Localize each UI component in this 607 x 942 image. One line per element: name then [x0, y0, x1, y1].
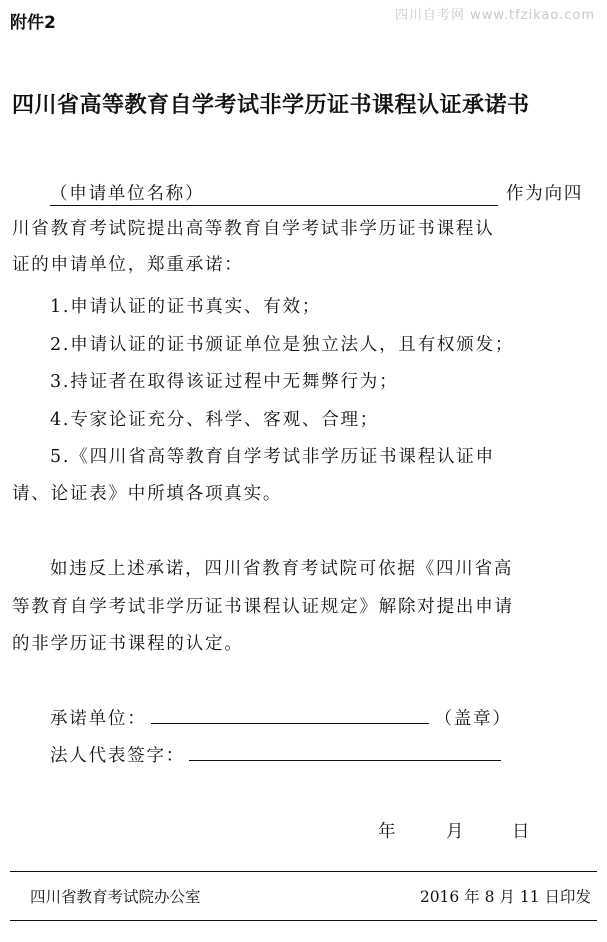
pledge-1: 1.申请认证的证书真实、有效；	[50, 297, 322, 317]
rep-signature-blank[interactable]	[189, 759, 501, 761]
footer-top-rule	[10, 871, 597, 872]
intro-line-3: 证的申请单位，郑重承诺：	[12, 255, 244, 275]
signature-rep-row	[50, 742, 501, 767]
signature-unit-row	[50, 705, 512, 730]
pledge-5-cont: 请、论证表》中所填各项真实。	[12, 484, 283, 504]
seal-label: （盖章）	[434, 709, 512, 729]
rep-label: 法人代表签字：	[50, 746, 186, 766]
intro-line1-tail: 作为向四	[506, 184, 584, 204]
date-day: 日	[512, 822, 530, 842]
pledge-5: 5.《四川省高等教育自学考试非学历证书课程认证申	[50, 447, 495, 467]
intro-line-1	[50, 180, 583, 206]
unit-blank[interactable]	[151, 722, 429, 724]
unit-label: 承诺单位：	[50, 709, 147, 729]
footer-office: 四川省教育考试院办公室	[30, 888, 201, 906]
site-watermark: 四川自考网 www.tfzikao.com	[395, 8, 595, 23]
intro-line-2: 川省教育考试院提出高等教育自学考试非学历证书课程认	[12, 219, 495, 239]
pledge-2: 2.申请认证的证书颁证单位是独立法人，且有权颁发；	[50, 335, 515, 355]
consequence-line-1: 如违反上述承诺，四川省教育考试院可依据《四川省高	[50, 559, 514, 579]
pledge-4: 4.专家论证充分、科学、客观、合理；	[50, 410, 380, 430]
applicant-placeholder: （申请单位名称）	[50, 184, 205, 204]
consequence-line-3: 的非学历证书课程的认定。	[12, 634, 244, 654]
footer-print-date: 2016 年 8 月 11 日印发	[419, 888, 591, 906]
date-month: 月	[446, 822, 464, 842]
footer-bottom-rule	[10, 920, 597, 921]
consequence-line-2: 等教育自学考试非学历证书课程认证规定》解除对提出申请	[12, 597, 514, 617]
applicant-name-blank	[50, 180, 498, 206]
pledge-3: 3.持证者在取得该证过程中无舞弊行为；	[50, 372, 399, 392]
document-title: 四川省高等教育自学考试非学历证书课程认证承诺书	[12, 93, 530, 118]
date-year: 年	[378, 822, 396, 842]
annex-label: 附件2	[10, 13, 56, 33]
